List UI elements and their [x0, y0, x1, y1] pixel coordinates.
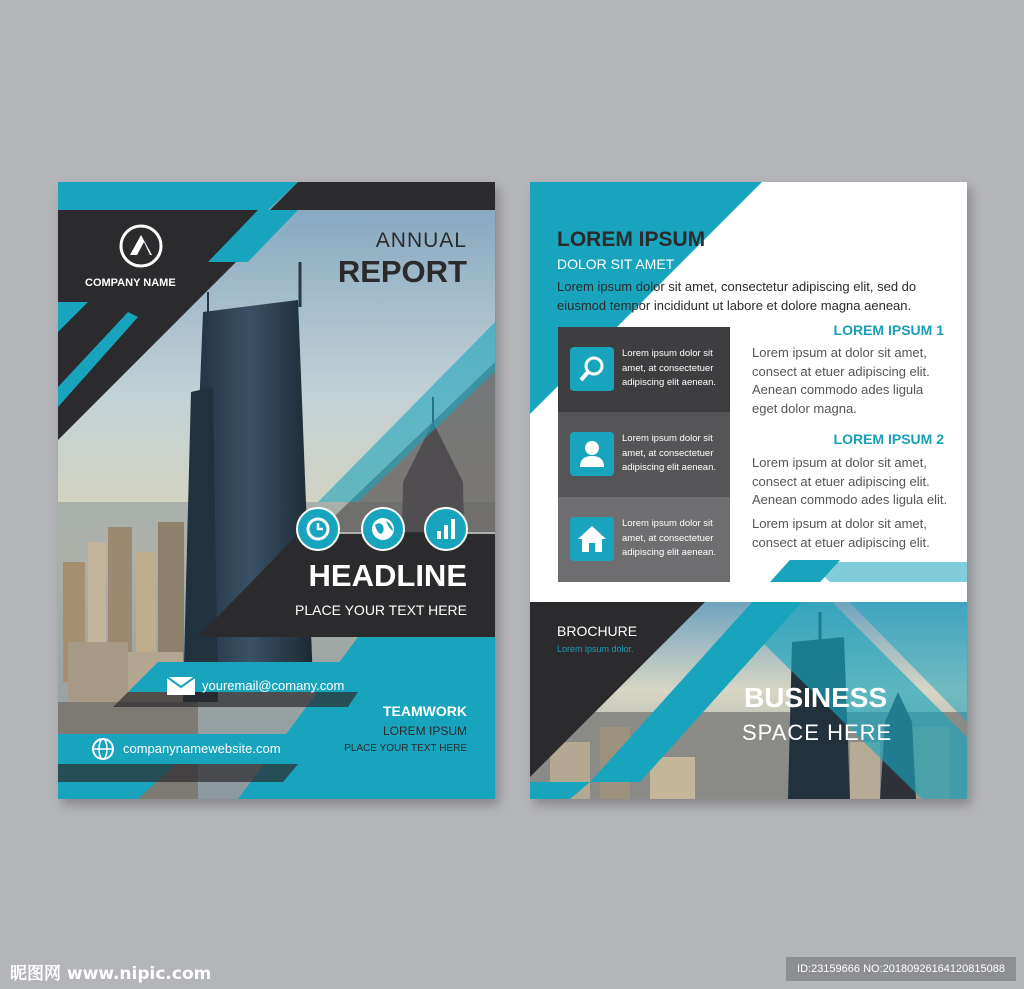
teamwork-subheading: LOREM IPSUM — [382, 724, 467, 738]
intro-line-2: eiusmod tempor incididunt ut labore et dolore magna aenean. — [557, 298, 912, 313]
paragraph-line: consect at etuer adipiscing elit. — [752, 363, 930, 379]
watermark-right: ID:23159666 NO:20180926164120815088 — [786, 957, 1016, 981]
feature-card-search — [558, 327, 730, 412]
teamwork-heading: TEAMWORK — [383, 703, 467, 719]
annual-title: ANNUAL — [375, 229, 467, 252]
globe-small-icon — [91, 737, 115, 761]
paragraph-line: Lorem ipsum at dolor sit amet, — [752, 516, 927, 531]
section-2-text — [752, 454, 947, 510]
intro-line-1: Lorem ipsum dolor sit amet, consectetur adipiscing elit, sed do — [557, 279, 917, 294]
section-1-heading: LOREM IPSUM 1 — [833, 322, 944, 338]
watermark-left: 昵图网 www.nipic.com — [10, 964, 212, 984]
feature-card-text — [622, 517, 716, 561]
email-link[interactable]: youremail@comany.com — [202, 678, 345, 693]
search-icon — [570, 347, 614, 391]
back-page — [530, 182, 967, 799]
feature-card-text — [622, 347, 716, 391]
business-subtitle: SPACE HERE — [742, 720, 893, 745]
bar-chart-icon — [424, 507, 468, 551]
brochure-subtitle: Lorem ipsum dolor. — [557, 644, 634, 654]
business-heading: BUSINESS — [744, 682, 888, 713]
brochure-heading: BROCHURE — [557, 623, 638, 639]
card-line: adipiscing elit aenean. — [622, 547, 717, 558]
paragraph-line: Lorem ipsum at dolor sit amet, — [752, 345, 927, 360]
headline-subtitle: PLACE YOUR TEXT HERE — [295, 602, 467, 618]
back-subtitle: DOLOR SIT AMET — [557, 256, 675, 272]
website-link[interactable]: companynamewebsite.com — [123, 741, 281, 756]
company-name: COMPANY NAME — [85, 277, 176, 289]
paragraph-line: eget dolor magna. — [752, 400, 857, 416]
paragraph-line: Aenean commodo ades ligula — [752, 382, 924, 397]
globe-icon — [361, 507, 405, 551]
card-line: Lorem ipsum dolor sit — [622, 518, 713, 529]
card-line: amet, at consectetuer — [622, 532, 714, 544]
feature-card-text — [622, 432, 716, 476]
card-line: adipiscing elit aenean. — [622, 462, 717, 473]
feature-card-home — [558, 497, 730, 582]
section-3-text — [752, 515, 930, 552]
teamwork-text: PLACE YOUR TEXT HERE — [344, 743, 467, 754]
back-title: LOREM IPSUM — [557, 228, 706, 251]
section-1-text — [752, 344, 930, 418]
company-logo — [118, 226, 162, 270]
feature-card-user — [558, 412, 730, 497]
card-line: Lorem ipsum dolor sit — [622, 348, 713, 359]
paragraph-line: consect at etuer adipiscing elit. — [752, 534, 930, 550]
front-cover — [58, 182, 495, 799]
envelope-icon — [166, 676, 196, 696]
card-line: amet, at consectetuer — [622, 362, 714, 374]
paragraph-line: consect at etuer adipiscing elit. — [752, 473, 930, 489]
report-title: REPORT — [337, 254, 467, 289]
home-icon — [570, 517, 614, 561]
card-line: amet, at consectetuer — [622, 447, 714, 459]
user-icon — [570, 432, 614, 476]
clock-icon — [296, 507, 340, 551]
card-line: Lorem ipsum dolor sit — [622, 433, 713, 444]
paragraph-line: Lorem ipsum at dolor sit amet, — [752, 455, 927, 470]
headline: HEADLINE — [308, 558, 467, 593]
card-line: adipiscing elit aenean. — [622, 377, 717, 388]
section-2-heading: LOREM IPSUM 2 — [833, 431, 944, 447]
paragraph-line: Aenean commodo ades ligula elit. — [752, 492, 948, 507]
